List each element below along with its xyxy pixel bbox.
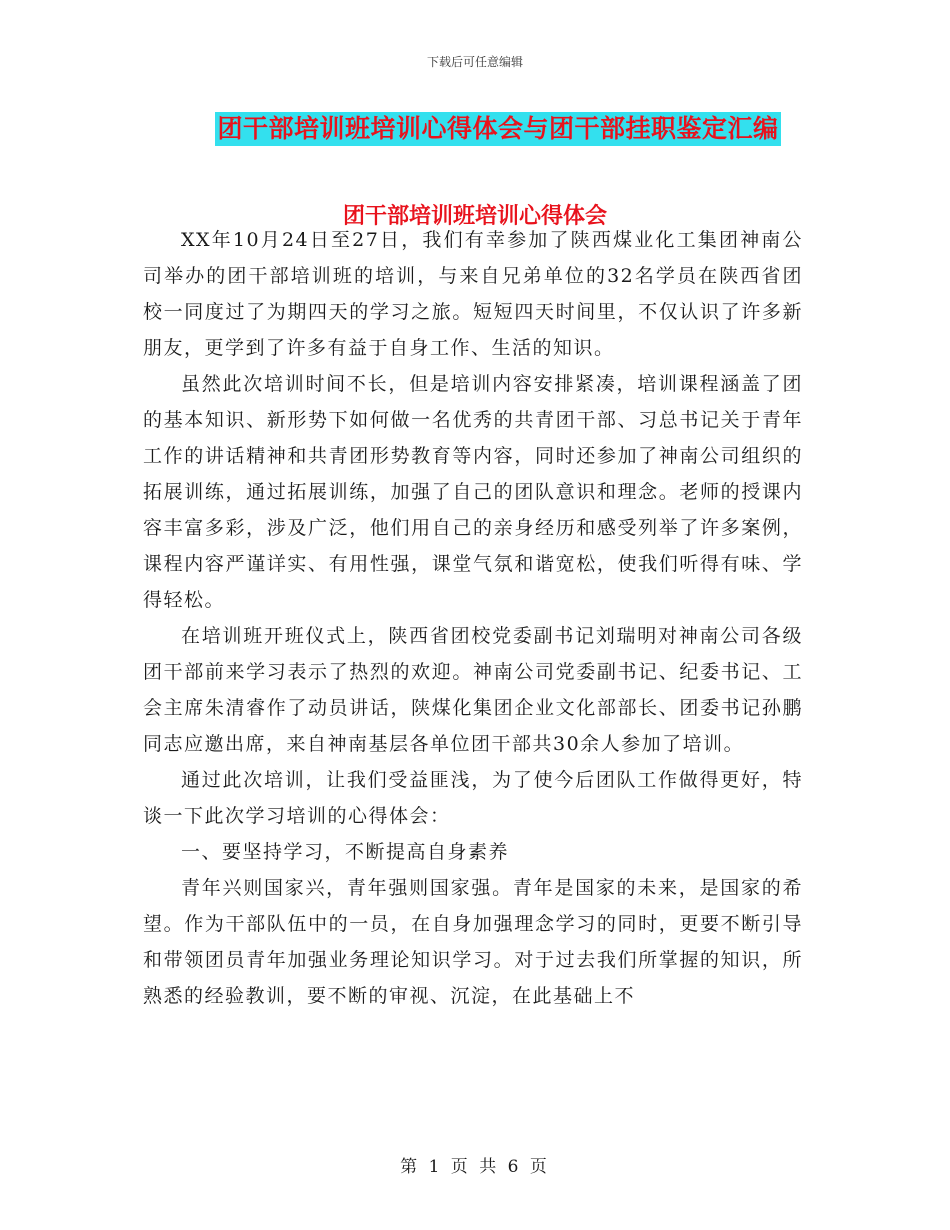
subheading: 一、要坚持学习，不断提高自身素养 (181, 841, 510, 863)
paragraph: XX年10月24日至27日，我们有幸参加了陕西煤业化工集团神南公司举办的团干部培训班的培训，与来自兄弟单位的32名学员在陕西省团校一同度过了为期四天的学习之旅。短短四天时间里，不仅认识了许多新朋友，更学到了许多有益于自身工作、生活的知识。 (143, 229, 803, 359)
main-title-container (0, 112, 950, 146)
header-note: 下载后可任意编辑 (426, 55, 523, 69)
section-title: 团干部培训班培训心得体会 (342, 204, 607, 229)
paragraph: 虽然此次培训时间不长，但是培训内容安排紧凑，培训课程涵盖了团的基本知识、新形势下如何做一名优秀的共青团干部、习总书记关于青年工作的讲话精神和共青团形势教育等内容，同时还参加了神南公司组织的拓展训练，通过拓展训练，加强了自己的团队意识和理念。老师的授课内容丰富多彩，涉及广泛，他们用自己的亲身经历和感受列举了许多案例，课程内容严谨详实、有用性强，课堂气氛和谐宽松，使我们听得有味、学得轻松。 (143, 373, 803, 611)
page-footer: 第 1 页 共 6 页 (400, 1157, 550, 1177)
paragraph: 青年兴则国家兴，青年强则国家强。青年是国家的未来，是国家的希望。作为干部队伍中的一员，在自身加强理念学习的同时，更要不断引导和带领团员青年加强业务理论知识学习。对于过去我们所掌握的知识，所熟悉的经验教训，要不断的审视、沉淀，在此基础上不 (143, 877, 803, 1007)
paragraph: 在培训班开班仪式上，陕西省团校党委副书记刘瑞明对神南公司各级团干部前来学习表示了热烈的欢迎。神南公司党委副书记、纪委书记、工会主席朱清睿作了动员讲话，陕煤化集团企业文化部部长、团委书记孙鹏同志应邀出席，来自神南基层各单位团干部共30余人参加了培训。 (143, 625, 803, 755)
paragraph: 通过此次培训，让我们受益匪浅，为了使今后团队工作做得更好，特谈一下此次学习培训的心得体会： (143, 769, 803, 827)
document-body (143, 222, 803, 1014)
main-title: 团干部培训班培训心得体会与团干部挂职鉴定汇编 (215, 112, 780, 146)
